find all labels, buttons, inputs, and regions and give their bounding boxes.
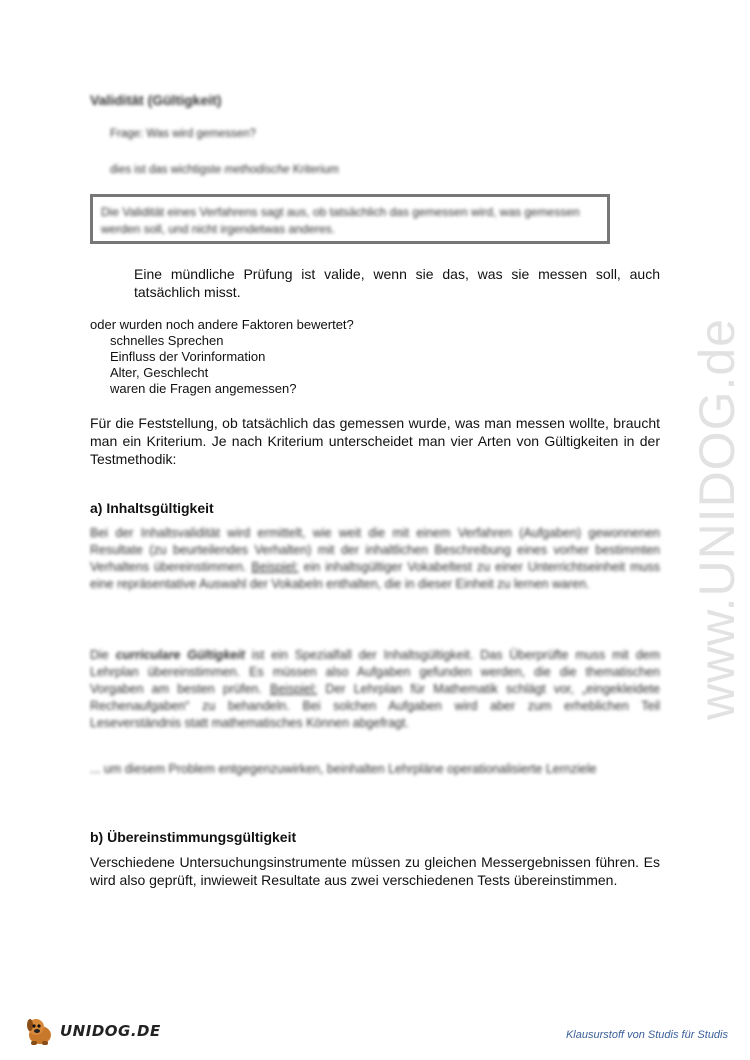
unidog-logo <box>22 1015 161 1047</box>
dog-icon <box>22 1015 58 1047</box>
criterion-prefix: dies ist das wichtigste <box>110 164 222 176</box>
list-item: Alter, Geschlecht <box>110 365 209 380</box>
section-a-p2-example: Der Lehrplan für Mathematik schlägt vor, „eingekleidete Rechenaufgaben“ zu behandeln. Bei solchen Aufgaben wird aber zum erheblichen Teil Leseverständnis statt mathematisches Können abgefragt. <box>90 682 660 730</box>
section-a-p1-label: Beispiel: <box>251 560 299 574</box>
definition-box <box>90 194 610 244</box>
section-a-p1-text: Bei der Inhaltsvalidität wird ermittelt, wie weit die mit einem Verfahren (Aufgaben) gewonnenen Resultate (zu beurteilendes Verhalten) mit der inhaltlichen Beschreibung eines vorher bestimmten Verhaltens übereinstimmen. <box>90 526 660 574</box>
question-line: Frage: Was wird gemessen? <box>110 128 256 140</box>
section-b-paragraph: Verschiedene Untersuchungsinstrumente müssen zu gleichen Messergebnissen führen. Es wird also geprüft, inwieweit Resultate aus zwei verschiedenen Tests übereinstimmen. <box>90 854 660 888</box>
section-b-heading: b) Übereinstimmungsgültigkeit <box>90 829 297 845</box>
definition-text: Die Validität eines Verfahrens sagt aus, ob tatsächlich das gemessen wird, was gemessen werden soll, und nicht irgendetwas anderes. <box>101 205 580 236</box>
section-a-paragraph-2 <box>90 647 660 732</box>
page-title: Validität (Gültigkeit) <box>90 92 222 108</box>
factors-list <box>90 317 354 397</box>
factors-intro: oder wurden noch andere Faktoren bewertet? <box>90 317 354 332</box>
criterion-suffix: Kriterium <box>292 164 339 176</box>
section-a-paragraph-1 <box>90 525 660 593</box>
list-item: waren die Fragen angemessen? <box>110 381 297 396</box>
list-item: Einfluss der Vorinformation <box>110 349 266 364</box>
section-a-p2-label: Beispiel: <box>270 682 318 696</box>
section-a-heading: a) Inhaltsgültigkeit <box>90 500 214 516</box>
section-a-p2-emphasis: curriculare Gültigkeit <box>115 648 245 662</box>
section-a-p2-text: ist ein Spezialfall der Inhaltsgültigkeit. Das Überprüfte muss mit dem Lehrplan übereinstimmen. Es müssen also Aufgaben gefunden werden, die die thematischen Vorgaben am besten prüfen. <box>90 648 661 696</box>
footer-text: Klausurstoff von Studis für Studis <box>565 1029 728 1041</box>
feststellung-paragraph: Für die Feststellung, ob tatsächlich das gemessen wurde, was man messen wollte, braucht man ein Kriterium. Je nach Kriterium unterscheidet man vier Arten von Gültigkeiten in der Testmethodik: <box>90 415 660 467</box>
criterion-line <box>110 164 339 176</box>
logo-text: UNIDOG.DE <box>60 1022 161 1040</box>
example-text: Eine mündliche Prüfung ist valide, wenn sie das, was sie messen soll, auch tatsächlich misst. <box>134 266 660 300</box>
section-a-p2-prefix: Die <box>90 648 109 662</box>
list-item: schnelles Sprechen <box>110 333 224 348</box>
section-a-paragraph-3: ... um diesem Problem entgegenzuwirken, beinhalten Lehrpläne operationalisierte Lernziele <box>90 762 597 776</box>
watermark-text: www.UNIDOG.de <box>689 318 745 720</box>
criterion-italic: methodische <box>224 164 290 176</box>
section-a-p1-example: ein inhaltsgültiger Vokabeltest zu einer Unterrichtseinheit muss eine repräsentative Auswahl der Vokabeln enthalten, die in dieser Einheit zu lernen waren. <box>90 560 660 591</box>
